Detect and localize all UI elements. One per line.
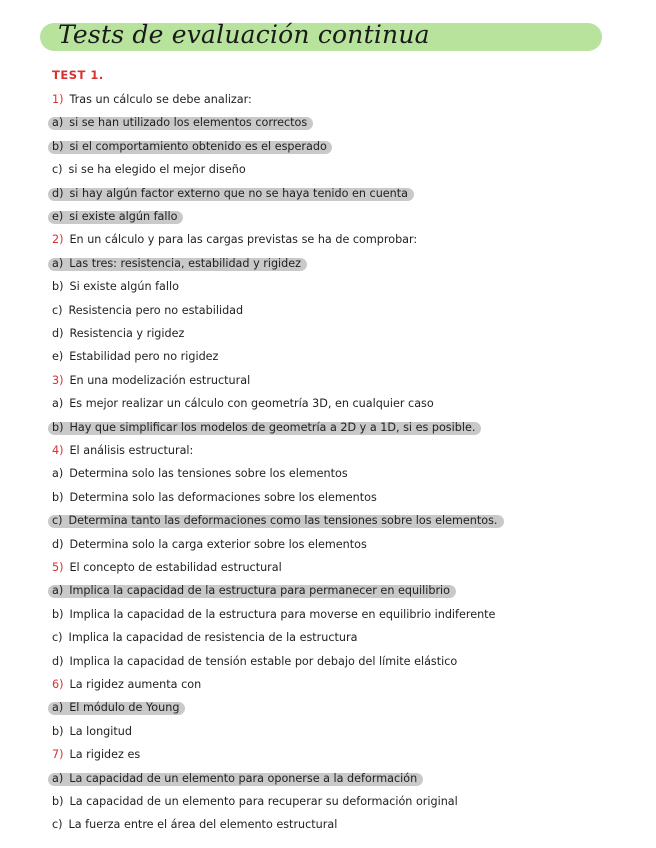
option-letter: b) (52, 139, 64, 153)
option-text: Determina tanto las deformaciones como las tensiones sobre los elementos. (68, 514, 498, 528)
test-label: TEST 1. (52, 68, 104, 82)
question-line (52, 745, 140, 765)
option-text: La capacidad de un elemento para oponerse a la deformación (69, 771, 418, 785)
option-letter: a) (52, 467, 64, 481)
option-line (52, 698, 179, 718)
question-text: La rigidez aumenta con (69, 678, 202, 691)
option-line (52, 511, 497, 531)
option-letter: e) (52, 210, 64, 223)
question-number: 1) (52, 93, 64, 106)
option-text: Determina solo la carga exterior sobre los elementos (69, 537, 367, 551)
option-line (52, 184, 408, 204)
option-letter: e) (52, 350, 64, 364)
option-letter: b) (52, 280, 64, 294)
option-line (52, 160, 246, 180)
option-line (52, 394, 434, 414)
option-text: Estabilidad pero no rigidez (69, 350, 219, 364)
question-number: 6) (52, 678, 64, 691)
option-text: Determina solo las tensiones sobre los elementos (69, 467, 348, 481)
option-text: Es mejor realizar un cálculo con geometría 3D, en cualquier caso (69, 397, 434, 411)
question-number: 5) (52, 561, 64, 574)
question-line (52, 558, 282, 578)
option-line (52, 628, 357, 648)
question-text: El análisis estructural: (69, 444, 194, 457)
question-text: El concepto de estabilidad estructural (69, 561, 282, 574)
option-letter: a) (52, 256, 64, 270)
option-text: Determina solo las deformaciones sobre los elementos (69, 490, 377, 504)
option-line (52, 464, 348, 484)
option-line (52, 535, 367, 555)
option-text: La fuerza entre el área del elemento estructural (68, 818, 338, 832)
option-line (52, 207, 177, 227)
option-text: si existe algún fallo (69, 210, 178, 223)
option-text: Implica la capacidad de la estructura para moverse en equilibrio indiferente (69, 607, 496, 621)
option-text: Implica la capacidad de la estructura para permanecer en equilibrio (69, 584, 451, 598)
option-letter: b) (52, 420, 64, 434)
question-number: 7) (52, 748, 64, 762)
question-number: 3) (52, 373, 64, 387)
option-line (52, 324, 184, 344)
option-text: si se han utilizado los elementos correctos (69, 116, 308, 130)
option-line (52, 581, 450, 601)
question-text: En un cálculo y para las cargas previstas se ha de comprobar: (69, 233, 418, 247)
option-letter: d) (52, 537, 64, 551)
question-number: 4) (52, 444, 64, 457)
option-line (52, 722, 132, 742)
page-title: Tests de evaluación continua (58, 20, 430, 49)
option-line (52, 792, 458, 812)
option-text: Las tres: resistencia, estabilidad y rigidez (69, 256, 302, 270)
option-line (52, 254, 301, 274)
option-letter: a) (52, 116, 64, 130)
question-text: Tras un cálculo se debe analizar: (69, 93, 252, 106)
question-text: En una modelización estructural (69, 373, 251, 387)
option-line (52, 769, 417, 789)
option-letter: c) (52, 818, 63, 832)
option-text: Si existe algún fallo (69, 280, 179, 294)
option-text: La longitud (69, 724, 132, 738)
question-line (52, 90, 252, 110)
option-line (52, 347, 218, 367)
option-line (52, 488, 377, 508)
question-text: La rigidez es (69, 748, 141, 762)
question-line (52, 675, 201, 695)
option-letter: a) (52, 701, 64, 715)
option-text: Hay que simplificar los modelos de geometría a 2D y a 1D, si es posible. (69, 420, 476, 434)
option-letter: b) (52, 607, 64, 621)
question-line (52, 371, 250, 391)
option-letter: c) (52, 631, 63, 645)
option-line (52, 652, 457, 672)
option-line (52, 277, 179, 297)
option-letter: b) (52, 795, 64, 808)
option-text: El módulo de Young (69, 701, 180, 715)
question-line (52, 441, 193, 461)
option-text: La capacidad de un elemento para recuperar su deformación original (69, 795, 458, 808)
question-number: 2) (52, 233, 64, 247)
title-banner (40, 17, 602, 53)
option-text: Implica la capacidad de tensión estable por debajo del límite elástico (69, 654, 458, 668)
option-letter: c) (52, 514, 63, 528)
option-line (52, 137, 327, 157)
option-letter: c) (52, 303, 63, 317)
option-text: si se ha elegido el mejor diseño (68, 163, 246, 177)
question-line (52, 230, 417, 250)
option-text: si hay algún factor externo que no se haya tenido en cuenta (69, 186, 409, 200)
option-line (52, 113, 307, 133)
option-text: Implica la capacidad de resistencia de la estructura (68, 631, 358, 645)
option-text: Resistencia pero no estabilidad (68, 303, 244, 317)
option-letter: b) (52, 724, 64, 738)
option-letter: d) (52, 327, 64, 340)
option-line (52, 301, 243, 321)
option-letter: a) (52, 771, 64, 785)
option-line (52, 418, 475, 438)
option-letter: b) (52, 490, 64, 504)
option-letter: a) (52, 584, 64, 598)
option-text: Resistencia y rigidez (69, 327, 185, 340)
option-letter: d) (52, 186, 64, 200)
option-line (52, 815, 337, 835)
option-text: si el comportamiento obtenido es el esperado (69, 139, 327, 153)
option-letter: a) (52, 397, 64, 411)
option-letter: c) (52, 163, 63, 177)
option-line (52, 605, 495, 625)
option-letter: d) (52, 654, 64, 668)
